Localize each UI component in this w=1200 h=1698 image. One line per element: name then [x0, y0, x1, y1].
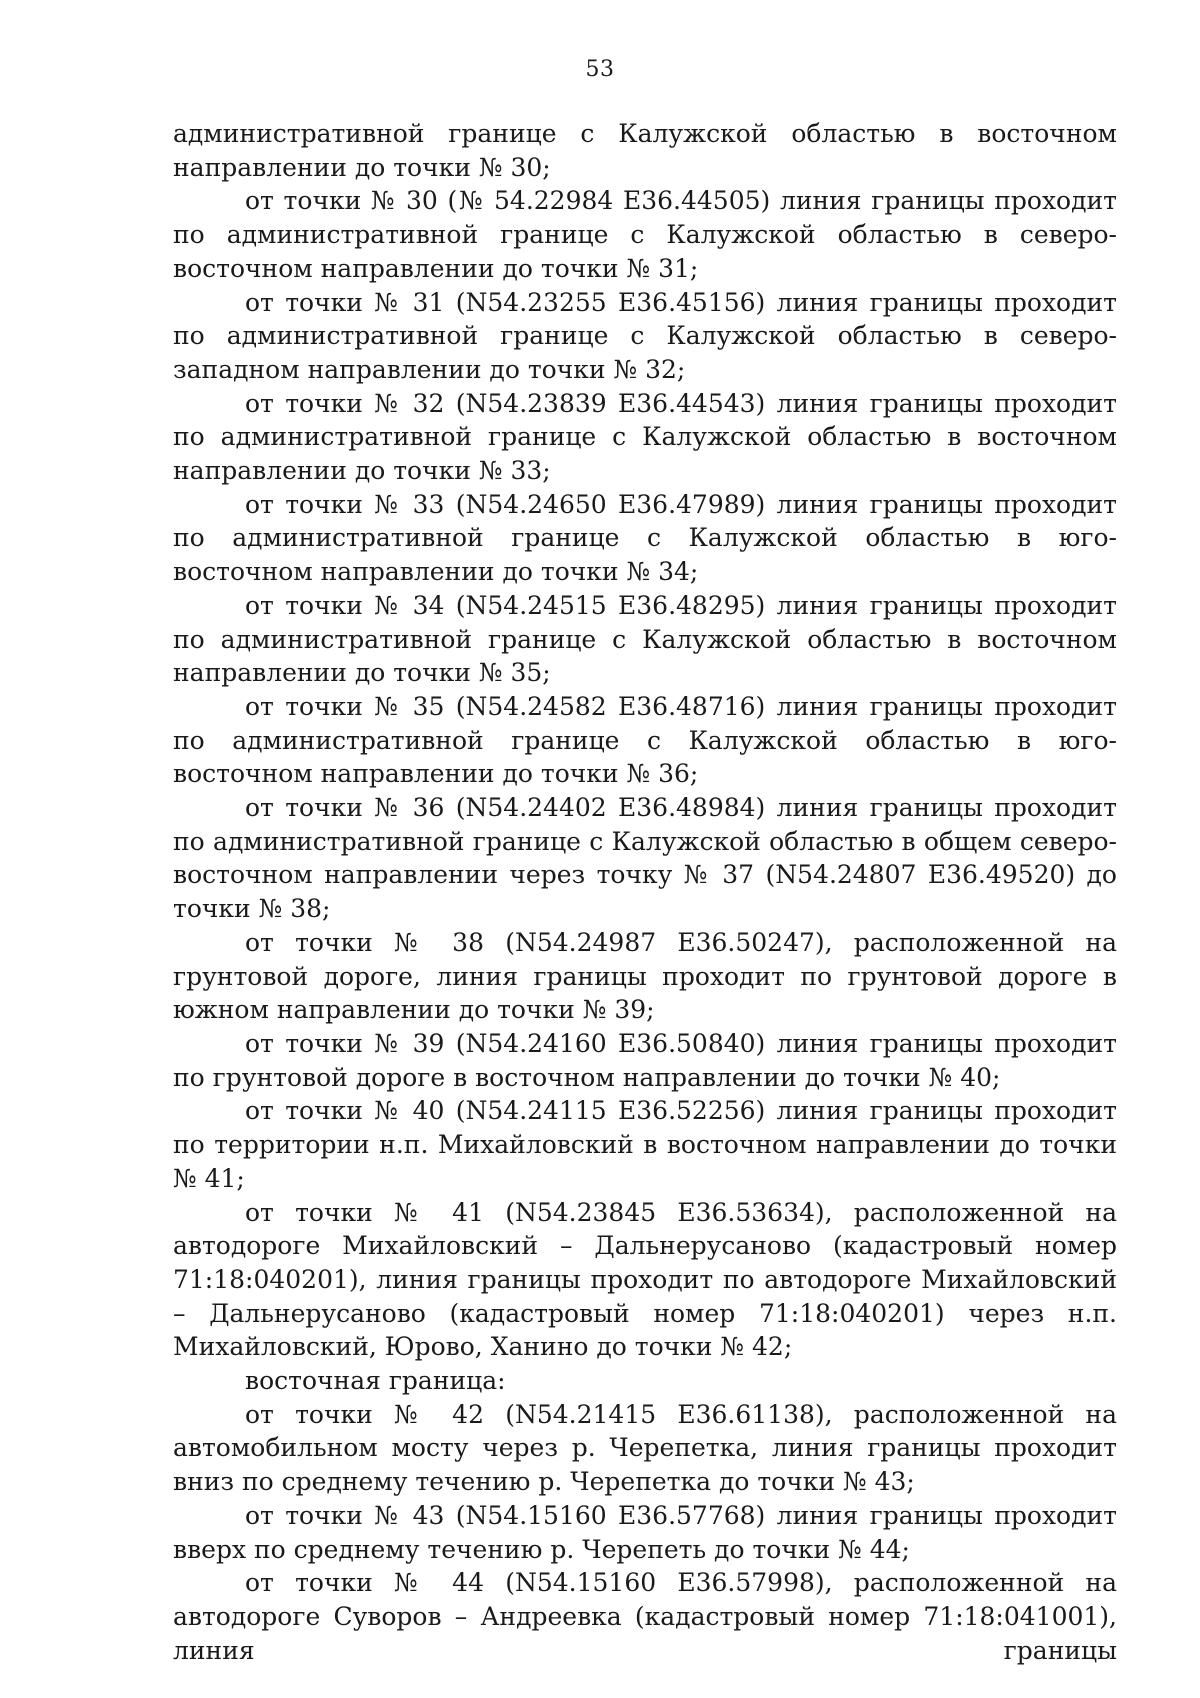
paragraph: от точки № 43 (N54.15160 Е36.57768) линия границы проходит вверх по среднему течению р. Черепеть до точки № 44; [173, 1500, 1117, 1564]
paragraph: от точки № 35 (N54.24582 Е36.48716) линия границы проходит по административной границе с Калужской областью в юго-восточном направлении до точки № 36; [173, 691, 1117, 789]
paragraph: от точки № 32 (N54.23839 Е36.44543) линия границы проходит по административной границе с Калужской областью в восточном направлении до точки № 33; [173, 388, 1117, 486]
paragraph: от точки № 31 (N54.23255 Е36.45156) линия границы проходит по административной границе с Калужской областью в северо-западном направлении до точки № 32; [173, 287, 1117, 384]
paragraph: от точки № 30 (№ 54.22984 Е36.44505) линия границы проходит по административной границе с Калужской областью в северо-восточном направлении до точки № 31; [173, 186, 1117, 283]
document-body [173, 117, 1117, 1667]
page-number: 53 [585, 57, 615, 82]
paragraph: от точки № 38 (N54.24987 Е36.50247), расположенной на грунтовой дороге, линия границы проходит по грунтовой дороге в южном направлении до точки № 39; [173, 927, 1117, 1025]
paragraph: от точки № 40 (N54.24115 Е36.52256) линия границы проходит по территории н.п. Михайловский в восточном направлении до точки № 41; [173, 1096, 1117, 1193]
section-heading: восточная граница: [245, 1366, 506, 1396]
paragraph: от точки № 42 (N54.21415 Е36.61138), расположенной на автомобильном мосту через р. Черепетка, линия границы проходит вниз по среднему течению р. Черепетка до точки № 43; [173, 1399, 1117, 1497]
paragraph: от точки № 39 (N54.24160 Е36.50840) линия границы проходит по грунтовой дороге в восточном направлении до точки № 40; [173, 1028, 1117, 1092]
paragraph: от точки № 41 (N54.23845 Е36.53634), расположенной на автодороге Михайловский – Дальнерусаново (кадастровый номер 71:18:040201), линия границы проходит по автодороге Михайловский – Дальнерусаново (кадастровый номер 71:18:040201) через н.п. Михайловский, Юрово, Ханино до точки № 42; [173, 1197, 1117, 1362]
paragraph: от точки № 36 (N54.24402 Е36.48984) линия границы проходит по административной границе с Калужской областью в общем северо-восточном направлении через точку № 37 (N54.24807 Е36.49520) до точки № 38; [173, 793, 1117, 924]
paragraph: от точки № 44 (N54.15160 Е36.57998), расположенной на автодороге Суворов – Андреевка (кадастровый номер 71:18:041001), линия границы [173, 1568, 1117, 1665]
paragraph: административной границе с Калужской областью в восточном направлении до точки № 30; [173, 119, 1117, 182]
paragraph: от точки № 33 (N54.24650 Е36.47989) линия границы проходит по административной границе с Калужской областью в юго-восточном направлении до точки № 34; [173, 489, 1117, 587]
paragraph: от точки № 34 (N54.24515 Е36.48295) линия границы проходит по административной границе с Калужской областью в восточном направлении до точки № 35; [173, 590, 1117, 688]
